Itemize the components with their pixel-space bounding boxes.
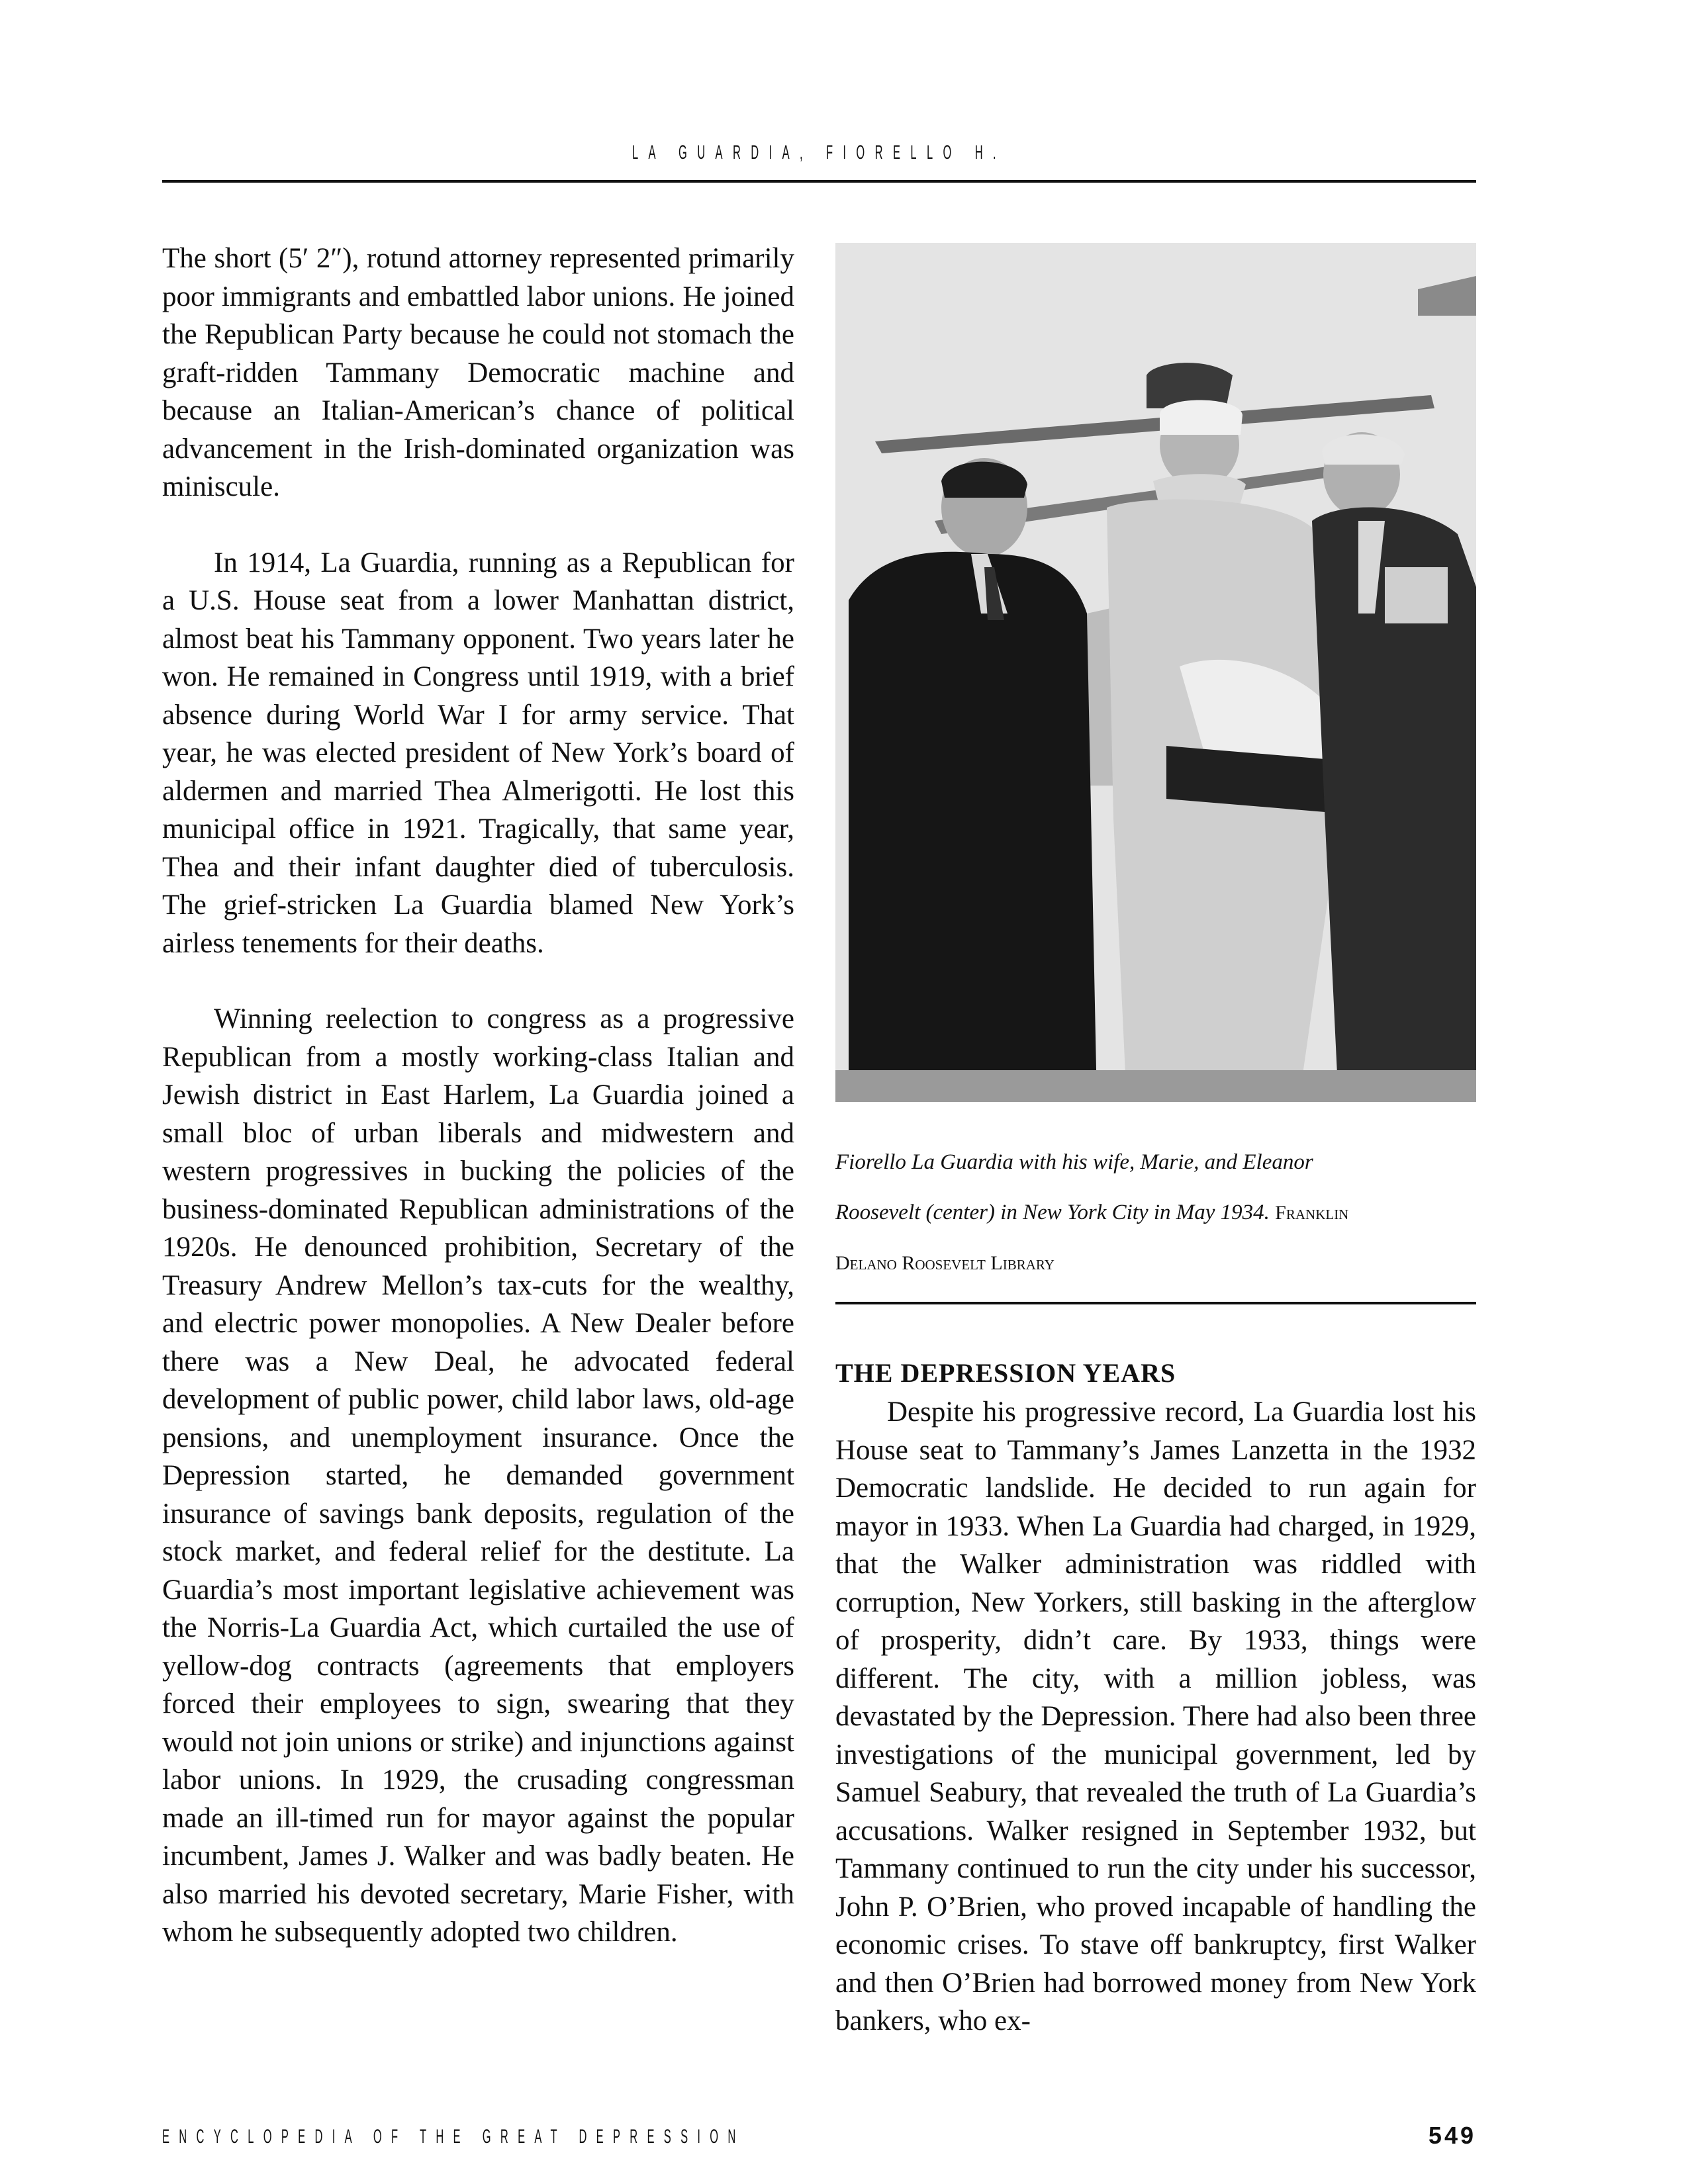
paragraph: In 1914, La Guardia, running as a Republican for a U.S. House seat from a lower Manhattan district, almost beat his Tammany opponent. Two years later he won. He remained in Congress until 1919, with a brief absence during World War I for army service. That year, he was elected president of New York’s board of aldermen and married Thea Almerigotti. He lost this municipal office in 1921. Tragically, that same year, Thea and their infant daughter died of tuberculosis. The grief-stricken La Guardia blamed New York’s airless tenements for their deaths.	[162, 547, 794, 959]
paragraph-gap	[162, 962, 794, 1000]
caption-line: Fiorello La Guardia with his wife, Marie, and Eleanor	[835, 1150, 1313, 1174]
section-heading: THE DEPRESSION YEARS	[835, 1358, 1176, 1388]
paragraph-gap	[162, 506, 794, 544]
header-rule	[162, 180, 1476, 183]
footer-book-title: ENCYCLOPEDIA OF THE GREAT DEPRESSION	[162, 2126, 745, 2148]
photograph	[835, 243, 1476, 1102]
photo-caption	[835, 1137, 1476, 1289]
paragraph: Despite his progressive record, La Guardia lost his House seat to Tammany’s James Lanzetta in the 1932 Democratic landslide. He decided to run again for mayor in 1933. When La Guardia had charged, in 1929, that the Walker administration was riddled with corruption, New Yorkers, still basking in the afterglow of prosperity, didn’t care. By 1933, things were different. The city, with a million jobless, was devastated by the Depression. There had also been three investigations of the municipal government, led by Samuel Seabury, that revealed the truth of La Guardia’s accusations. Walker resigned in September 1932, but Tammany continued to run the city under his successor, John P. O’Brien, who proved incapable of handling the economic crises. To stave off bankruptcy, first Walker and then O’Brien had borrowed money from New York bankers, who ex-	[835, 1396, 1476, 2036]
running-head: LA GUARDIA, FIORELLO H.	[632, 142, 1007, 163]
photo-credit: Franklin	[1275, 1202, 1349, 1224]
paragraph: Winning reelection to congress as a progressive Republican from a mostly working-class Italian and Jewish district in East Harlem, La Guardia joined a small bloc of urban liberals and midwestern and western progressives in bucking the policies of the business-dominated Republican administrations of the 1920s. He denounced prohibition, Secretary of the Treasury Andrew Mellon’s tax-cuts for the wealthy, and electric power monopolies. A New Dealer before there was a New Deal, he advocated federal development of public power, child labor laws, old-age pensions, and unemployment insurance. Once the Depression started, he demanded government insurance of savings bank deposits, regulation of the stock market, and federal relief for the destitute. La Guardia’s most important legislative achievement was the Norris-La Guardia Act, which curtailed the use of yellow-dog contracts (agreements that employers forced their employees to sign, swearing that they would not join unions or strike) and injunctions against labor unions. In 1929, the crusading congressman made an ill-timed run for mayor against the popular incumbent, James J. Walker and was badly beaten. He also married his devoted secretary, Marie Fisher, with whom he subsequently adopted two children.	[162, 1003, 794, 1948]
caption-text: Roosevelt (center) in New York City in May 1934.	[835, 1201, 1270, 1224]
page-number: 549	[1428, 2122, 1476, 2149]
photo-illustration	[835, 243, 1476, 1102]
right-column	[835, 1393, 1476, 2040]
paragraph: The short (5′ 2″), rotund attorney represented primarily poor immigrants and embattled labor unions. He joined the Republican Party because he could not stomach the graft-ridden Tammany Democratic machine and because an Italian-American’s chance of political advancement in the Irish-dominated organization was miniscule.	[162, 243, 794, 502]
caption-line	[835, 1187, 1476, 1238]
left-column	[162, 240, 794, 1952]
caption-rule	[835, 1302, 1476, 1304]
photo-credit: Delano Roosevelt Library	[835, 1252, 1055, 1274]
